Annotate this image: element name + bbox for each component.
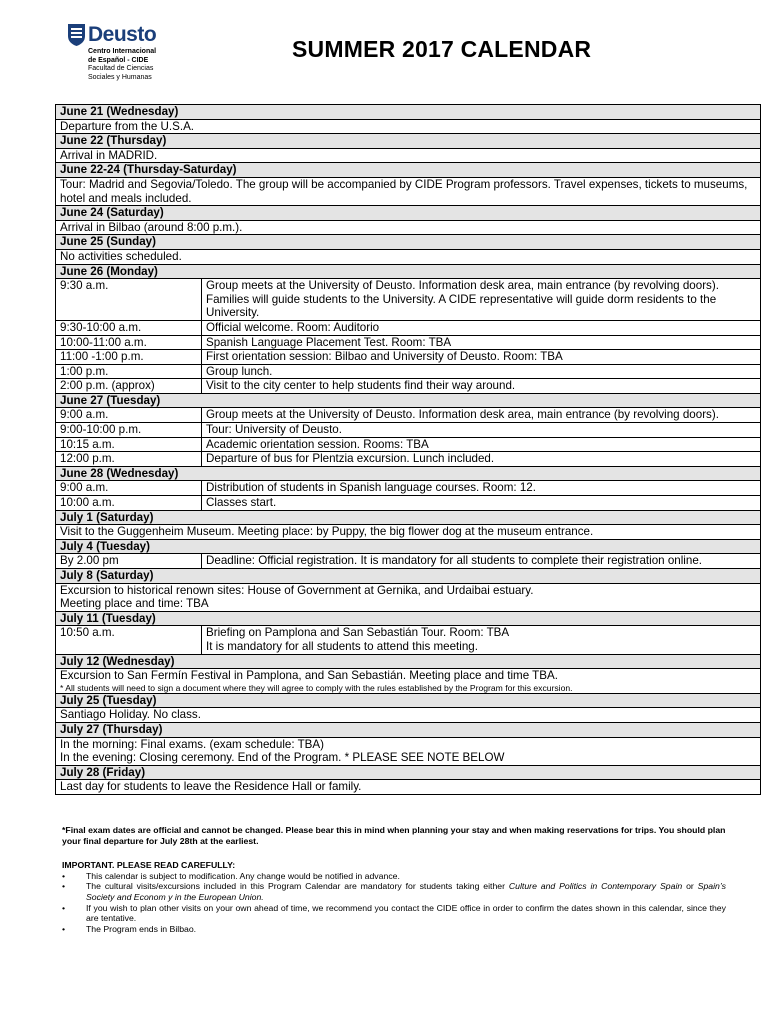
date-label: July 1 (Saturday) [60,510,154,524]
date-label: July 27 (Thursday) [60,722,163,736]
bullet-text: This calendar is subject to modification. Any change would be notified in advance. [86,870,400,881]
date-label: June 26 (Monday) [60,264,158,278]
activity-note: * All students will need to sign a document where they will agree to comply with the rules established by the Program for this excursion. [60,682,573,693]
bullet-icon: • [62,923,66,934]
logo-line: de Español - CIDE [88,56,149,64]
date-label: June 21 (Wednesday) [60,105,179,118]
activity-cell [56,737,761,765]
date-header-row [56,206,761,221]
activity-text: Visit to the city center to help students find their way around. [206,379,516,393]
calendar-body [56,105,761,795]
time-cell [56,423,202,438]
activity-text: Group meets at the University of Deusto. Information desk area, main entrance (by revolving doors). [206,408,719,422]
date-label: June 24 (Saturday) [60,206,164,220]
activity-row [56,525,761,540]
logo-name: Deusto [88,23,157,46]
logo-line: Facultad de Ciencias [88,65,154,72]
activity-cell [202,554,761,569]
activity-cell [56,583,761,611]
activity-text: Meeting place and time: TBA [60,597,209,611]
time-cell [56,379,202,394]
time-text: 12:00 p.m. [60,452,115,466]
activity-cell [202,350,761,365]
important-list [62,871,726,935]
date-header-row [56,466,761,481]
activity-text: Group meets at the University of Deusto. Information desk area, main entrance (by revolving doors). Families will guide students to the University. A CIDE representative will guide dorm residents to the University. [206,279,719,320]
date-cell [56,765,761,780]
schedule-row [56,496,761,511]
date-header-row [56,264,761,279]
activity-row [56,583,761,611]
activity-text: Excursion to historical renown sites: House of Government at Gernika, and Urdaibai estuary. [60,583,534,597]
date-header-row [56,654,761,669]
date-header-row [56,611,761,626]
course-name: Spain’s Society and Econom y in the European Union. [86,881,726,902]
date-label: June 28 (Wednesday) [60,466,179,480]
time-text: 10:15 a.m. [60,437,115,451]
date-label: July 8 (Saturday) [60,569,154,582]
time-cell [56,452,202,467]
deusto-logo [68,24,208,82]
course-name: Culture and Politics in Contemporary Spain [508,881,683,892]
date-label: July 28 (Friday) [60,765,146,779]
bullet-text: or [682,881,698,892]
activity-row [56,119,761,134]
activity-row [56,780,761,795]
calendar-table [55,104,761,795]
activity-text: Tour: University of Deusto. [206,423,342,437]
date-cell [56,393,761,408]
activity-text: It is mandatory for all students to attend this meeting. [206,639,478,653]
activity-cell [202,481,761,496]
date-label: June 27 (Tuesday) [60,393,161,407]
activity-text: Spanish Language Placement Test. Room: TBA [206,335,452,349]
date-label: June 22-24 (Thursday-Saturday) [60,163,237,177]
activity-row [56,148,761,163]
bullet-icon: • [62,902,66,913]
activity-cell [202,408,761,423]
time-text: 1:00 p.m. [60,364,109,378]
schedule-row [56,452,761,467]
time-text: 9:30-10:00 a.m. [60,320,142,334]
bullet-text: If you wish to plan other visits on your own ahead of time, we recommend you contact the CIDE office in order to confirm the dates shown in this calendar, since they are tentative. [86,902,726,924]
activity-row [56,177,761,205]
activity-text: Tour: Madrid and Segovia/Toledo. The group will be accompanied by CIDE Program professors. Travel expenses, tickets to museums, hotel and meals included. [60,177,748,205]
time-text: 10:50 a.m. [60,626,115,640]
activity-row [56,249,761,264]
date-header-row [56,569,761,584]
date-label: July 11 (Tuesday) [60,611,156,625]
logo-line: Sociales y Humanas [88,73,152,81]
activity-text: No activities scheduled. [60,249,182,263]
activity-row [56,737,761,765]
time-cell [56,364,202,379]
activity-text: In the morning: Final exams. (exam schedule: TBA) [60,737,324,751]
activity-row [56,708,761,723]
date-label: June 22 (Thursday) [60,134,167,148]
schedule-row [56,335,761,350]
activity-text: Academic orientation session. Rooms: TBA [206,437,429,451]
bullet-text: The Program ends in Bilbao. [86,923,197,934]
date-label: July 12 (Wednesday) [60,654,175,668]
schedule-row [56,350,761,365]
activity-cell [202,279,761,321]
time-cell [56,320,202,335]
activity-text: Distribution of students in Spanish language courses. Room: 12. [206,481,536,495]
activity-row [56,669,761,694]
activity-text: Excursion to San Fermín Festival in Pamplona, and San Sebastián. Meeting place and time TBA. [60,669,558,683]
time-text: 10:00 a.m. [60,496,115,510]
date-label: July 4 (Tuesday) [60,539,150,553]
schedule-row [56,437,761,452]
time-cell [56,350,202,365]
activity-cell [56,708,761,723]
activity-text: Official welcome. Room: Auditorio [206,320,380,334]
activity-cell [202,496,761,511]
date-cell [56,105,761,120]
activity-cell [56,669,761,694]
activity-text: Arrival in MADRID. [60,148,158,162]
activity-cell [56,780,761,795]
activity-cell [56,220,761,235]
schedule-row [56,423,761,438]
activity-cell [56,525,761,540]
schedule-row [56,481,761,496]
list-item [62,903,726,924]
date-header-row [56,539,761,554]
activity-cell [202,364,761,379]
time-text: 10:00-11:00 a.m. [60,335,147,349]
activity-text: Visit to the Guggenheim Museum. Meeting place: by Puppy, the big flower dog at the museum entrance. [60,525,594,539]
date-cell [56,539,761,554]
date-cell [56,235,761,250]
activity-text: Briefing on Pamplona and San Sebastián Tour. Room: TBA [206,626,510,640]
activity-text: Arrival in Bilbao (around 8:00 p.m.). [60,220,243,234]
date-cell [56,693,761,708]
logo-subtitle [88,48,208,82]
time-text: 9:00 a.m. [60,481,109,495]
activity-row [56,220,761,235]
date-header-row [56,722,761,737]
schedule-row [56,364,761,379]
date-cell [56,569,761,584]
activity-cell [202,423,761,438]
activity-cell [202,452,761,467]
notes-section [62,825,726,934]
date-cell [56,206,761,221]
activity-cell [56,249,761,264]
activity-cell [56,119,761,134]
activity-cell [202,379,761,394]
logo-line: Centro Internacional [88,48,157,55]
date-header-row [56,693,761,708]
time-cell [56,408,202,423]
schedule-row [56,279,761,321]
bullet-icon: • [62,870,66,881]
list-item [62,871,726,882]
activity-text: Last day for students to leave the Residence Hall or family. [60,780,362,794]
bullet-text: The cultural visits/excursions included in this Program Calendar are mandatory for students taking either [86,881,509,892]
date-cell [56,654,761,669]
date-cell [56,722,761,737]
date-header-row [56,163,761,178]
activity-cell [202,320,761,335]
date-header-row [56,105,761,120]
time-text: 9:30 a.m. [60,279,109,293]
schedule-row [56,626,761,654]
activity-text: In the evening: Closing ceremony. End of the Program. * PLEASE SEE NOTE BELOW [60,751,505,765]
schedule-row [56,554,761,569]
time-text: 2:00 p.m. (approx) [60,379,155,393]
schedule-row [56,408,761,423]
activity-text: Group lunch. [206,364,273,378]
schedule-row [56,379,761,394]
time-cell [56,437,202,452]
list-item [62,924,726,935]
activity-cell [56,148,761,163]
time-text: 9:00 a.m. [60,408,109,422]
activity-text: Classes start. [206,496,277,510]
activity-cell [202,437,761,452]
activity-text: Deadline: Official registration. It is mandatory for all students to complete their registration online. [206,554,702,568]
date-header-row [56,510,761,525]
time-text: 9:00-10:00 p.m. [60,423,142,437]
date-cell [56,163,761,178]
activity-text: Departure of bus for Plentzia excursion. Lunch included. [206,452,495,466]
date-cell [56,466,761,481]
time-cell [56,279,202,321]
schedule-row [56,320,761,335]
date-cell [56,510,761,525]
activity-cell [56,177,761,205]
important-heading: IMPORTANT. PLEASE READ CAREFULLY: [62,860,236,871]
time-text: By 2.00 pm [60,554,119,568]
date-cell [56,264,761,279]
time-cell [56,554,202,569]
activity-text: First orientation session: Bilbao and University of Deusto. Room: TBA [206,350,563,364]
final-exam-footnote: *Final exam dates are official and cannot be changed. Please bear this in mind when planning your stay and when making reservations for trips. You should plan your final departure for July 28th at the earliest. [62,825,726,846]
time-cell [56,481,202,496]
date-label: July 25 (Tuesday) [60,693,157,707]
time-cell [56,335,202,350]
activity-text: Departure from the U.S.A. [60,119,195,133]
time-text: 11:00 -1:00 p.m. [60,350,144,364]
date-label: June 25 (Sunday) [60,235,156,249]
activity-text: Santiago Holiday. No class. [60,708,201,722]
list-item [62,881,726,902]
activity-cell [202,626,761,654]
date-cell [56,134,761,149]
date-header-row [56,393,761,408]
time-cell [56,626,202,654]
bullet-icon: • [62,881,66,892]
page-title: SUMMER 2017 CALENDAR [292,36,592,62]
date-header-row [56,235,761,250]
date-header-row [56,134,761,149]
time-cell [56,496,202,511]
date-header-row [56,765,761,780]
deusto-shield-icon [68,24,85,46]
date-cell [56,611,761,626]
activity-cell [202,335,761,350]
